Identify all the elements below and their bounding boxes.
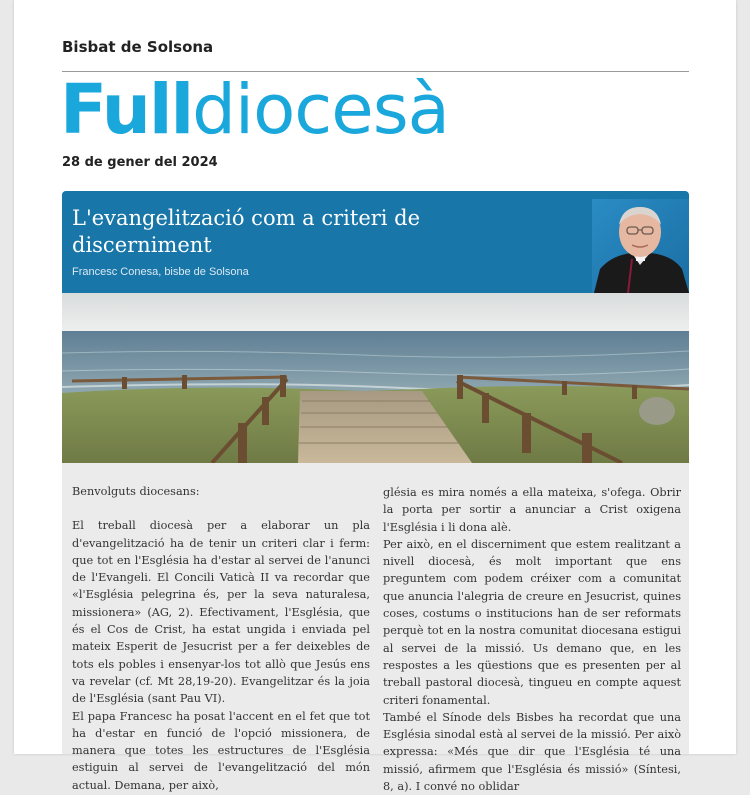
article-banner (62, 191, 689, 293)
author-portrait (592, 199, 689, 293)
article-author: Francesc Conesa, bisbe de Solsona (72, 266, 249, 278)
article-body (62, 463, 689, 794)
article-paragraph: El treball diocesà per a elaborar un pla d'evangelització ha de tenir un criteri clar i ferm: que tot en l'Església ha d'estar al servei de l'anunci de l'Evangeli. El Concili Vaticà II va recordar que «l'Església pelegrina és, per la seva naturalesa, missionera» (AG, 2). Efectivament, l'Església, que és el Cos de Crist, ha estat ungida i enviada pel mateix Esperit de Jesucrist per a fer deixebles de tots els pobles i ensenyar-los tot allò que Jesús ens va revelar (cf. Mt 28,19-20). Evangelitzar és la joia de l'Església (sant Pau VI). (72, 519, 370, 706)
article-paragraph: El papa Francesc ha posat l'accent en el fet que tot ha d'estar en funció de l'opció missionera, de manera que totes les estructures de l'Església estiguin al servei de l'evangelització del món actual. Demana, per això, (72, 709, 370, 792)
masthead-logo (60, 70, 449, 150)
masthead-light: diocesà (192, 70, 449, 150)
article-title-line-1: L'evangelització com a criteri de (72, 206, 421, 230)
newsletter-page (14, 0, 736, 794)
article-paragraph: glésia es mira només a ella mateixa, s'ofega. Obrir la porta per sortir a anunciar a Crist oxigena l'Església i li dona alè. (383, 486, 681, 534)
organization-name: Bisbat de Solsona (62, 38, 214, 56)
article-column-left (72, 483, 370, 794)
article-paragraph: També el Sínode dels Bisbes ha recordat que una Església sinodal està al servei de la missió. Per això expressa: «Més que dir que l'Església té una missió, afirmem que l'Església és missió» (Síntesi, 8, a). I convé no oblidar (383, 710, 681, 794)
issue-date: 28 de gener del 2024 (62, 155, 218, 170)
article-column-right (383, 484, 681, 795)
coastal-boardwalk-photo (62, 293, 689, 463)
article-title (72, 205, 542, 259)
article-title-line-2: discerniment (72, 233, 212, 257)
article-paragraph: Benvolguts diocesans: (72, 485, 200, 498)
masthead-bold: Full (60, 70, 193, 150)
article-paragraph: Per això, en el discerniment que estem realitzant a nivell diocesà, és molt important que ens preguntem com podem créixer com a comunitat que anuncia l'alegria de creure en Jesucrist, quines coses, costums o institucions han de ser reformats perquè tot en la nostra comunitat diocesana estigui al servei de la missió. Us demano que, en les respostes a les qüestions que es presenten per al treball pastoral diocesà, tingueu en compte aquest criteri fonamental. (383, 537, 681, 707)
